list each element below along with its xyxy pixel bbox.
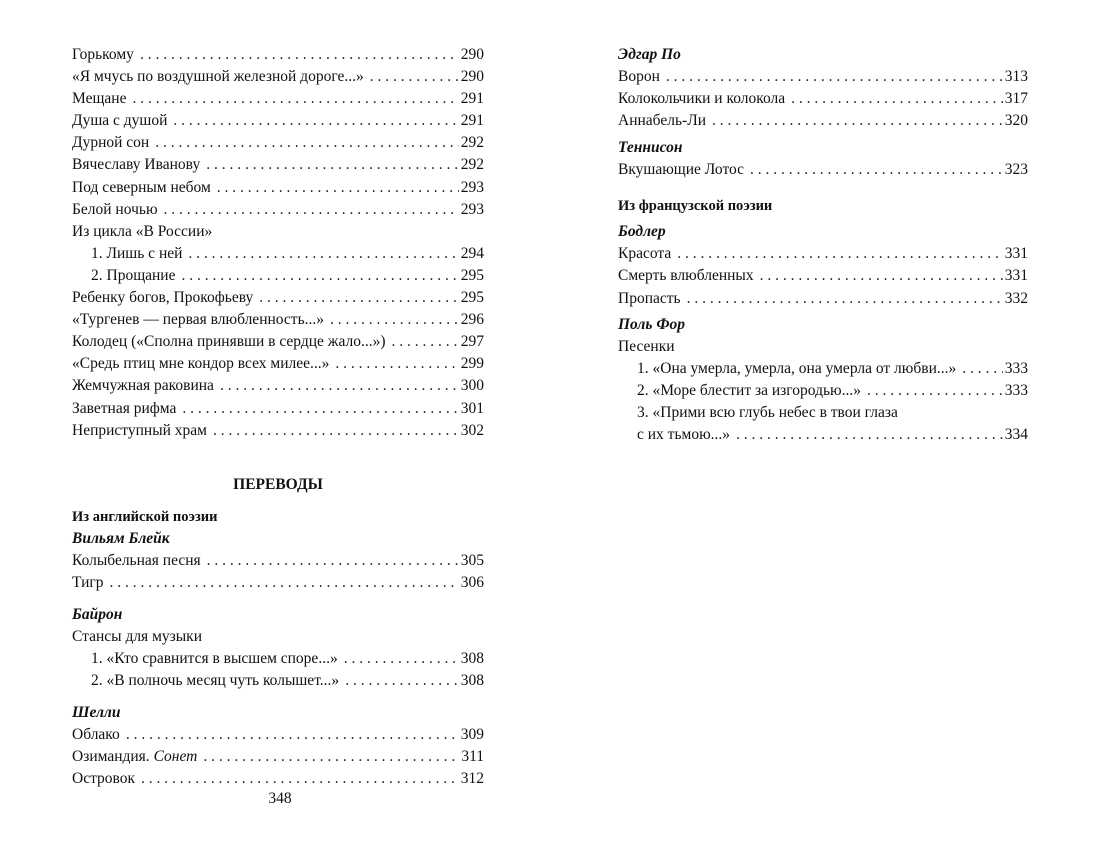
leader-dots: [370, 66, 459, 88]
toc-entry: [72, 375, 484, 397]
entry-title: «Средь птиц мне кондор всех милее...»: [72, 355, 330, 373]
left-page: [72, 44, 484, 790]
entry-page: 299: [460, 355, 484, 373]
section-title: ПЕРЕВОДЫ: [233, 475, 323, 493]
toc-entry: [618, 159, 1028, 181]
entry-title: Пропасть: [618, 289, 681, 307]
entry-title: Тигр: [72, 573, 104, 591]
toc-group-2: [72, 287, 484, 442]
leader-dots: [760, 265, 1003, 287]
author-heading: Шелли: [72, 704, 121, 722]
toc-entry: [72, 648, 484, 670]
entry-title: 2. «Море блестит за изгородью...»: [637, 381, 861, 399]
entry-title: Колокольчики и колокола: [618, 90, 786, 108]
toc-entry: [72, 66, 484, 88]
toc-entry: [618, 424, 1028, 446]
entry-page: 334: [1004, 426, 1028, 444]
leader-dots: [330, 309, 459, 331]
entry-title: Ворон: [618, 68, 660, 85]
entry-page: 295: [460, 266, 484, 284]
leader-dots: [791, 88, 1003, 110]
entry-page: 331: [1004, 267, 1028, 285]
leader-dots: [220, 375, 459, 397]
toc-entry: [72, 110, 484, 132]
toc-entry: [72, 199, 484, 221]
entry-page: 290: [460, 68, 484, 86]
entry-title: Горькому: [72, 46, 134, 63]
entry-title: 1. «Она умерла, умерла, она умерла от любви...»: [637, 359, 957, 377]
toc-entry: [72, 724, 484, 746]
leader-dots: [181, 265, 458, 287]
subsection-heading: Из французской поэзии: [618, 198, 773, 215]
entry-page: 323: [1004, 161, 1028, 179]
leader-dots: [962, 358, 1003, 380]
leader-dots: [666, 66, 1003, 88]
entry-page: 293: [460, 200, 484, 218]
entry-title: Ребенку богов, Прокофьеву: [72, 289, 254, 307]
entry-page: 291: [460, 90, 484, 108]
entry-title: «Я мчусь по воздушной железной дороге...»: [72, 68, 364, 86]
toc-entry: [72, 398, 484, 420]
leader-dots: [164, 199, 459, 221]
entry-page: 300: [460, 377, 484, 395]
toc-entry: [618, 265, 1028, 287]
toc-entry: [72, 243, 484, 265]
entry-page: 293: [460, 178, 484, 196]
entry-page: 301: [460, 399, 484, 417]
entry-title-line: 3. «Прими всю глубь небес в твои глаза: [637, 403, 898, 421]
entry-title: Под северным небом: [72, 178, 211, 196]
entry-page: 292: [460, 134, 484, 152]
toc-entry: [72, 287, 484, 309]
toc-entry: [618, 243, 1028, 265]
author-heading: Байрон: [72, 605, 123, 623]
entry-title: «Тургенев — первая влюбленность...»: [72, 311, 325, 329]
entry-title: Вкушающие Лотос: [618, 161, 745, 179]
entry-page: 295: [460, 289, 484, 307]
entry-page: 305: [460, 551, 484, 569]
leader-dots: [206, 154, 459, 176]
leader-dots: [213, 420, 459, 442]
entry-page: 294: [460, 244, 484, 262]
entry-page: 291: [460, 112, 484, 130]
entry-page: 308: [460, 672, 484, 690]
toc-entry: [72, 550, 484, 572]
leader-dots: [182, 398, 458, 420]
entry-page: 302: [460, 421, 484, 439]
entry-title: 2. «В полночь месяц чуть колышет...»: [91, 672, 340, 690]
leader-dots: [203, 746, 459, 768]
entry-page: 308: [460, 649, 484, 667]
toc-entry: [72, 768, 484, 790]
toc-group-1: [72, 44, 484, 221]
entry-title: с их тьмою...»: [637, 426, 731, 444]
cycle-title: Стансы для музыки: [72, 627, 202, 645]
entry-title: Аннабель-Ли: [618, 112, 706, 130]
entry-title: Смерть влюбленных: [618, 267, 754, 285]
author-heading: Эдгар По: [618, 46, 681, 63]
toc-entry: [72, 746, 484, 768]
toc-entry: [618, 110, 1028, 132]
toc-entry: [618, 288, 1028, 310]
leader-dots: [259, 287, 459, 309]
cycle-title: Из цикла «В России»: [72, 222, 213, 240]
leader-dots: [736, 424, 1003, 446]
toc-entry: [72, 331, 484, 353]
toc-entry: [72, 353, 484, 375]
subsection-heading: Из английской поэзии: [72, 508, 218, 525]
toc-entry: [72, 309, 484, 331]
author-heading: Поль Фор: [618, 315, 686, 333]
entry-page: 333: [1004, 359, 1028, 377]
leader-dots: [335, 353, 458, 375]
toc-entry: [72, 265, 484, 287]
leader-dots: [687, 288, 1003, 310]
entry-title: Озимандия. Сонет: [72, 748, 198, 766]
leader-dots: [750, 159, 1003, 181]
leader-dots: [207, 550, 459, 572]
author-heading: Теннисон: [618, 139, 683, 157]
entry-page: 313: [1004, 68, 1028, 85]
entry-title: Островок: [72, 770, 136, 788]
toc-entry: [618, 88, 1028, 110]
entry-title: Мещане: [72, 90, 127, 108]
entry-title: Неприступный храм: [72, 421, 207, 439]
toc-entry: [72, 44, 484, 66]
leader-dots: [132, 88, 458, 110]
leader-dots: [345, 670, 459, 692]
leader-dots: [126, 724, 459, 746]
cycle-title: Песенки: [618, 337, 675, 355]
toc-entry: [618, 358, 1028, 380]
entry-title: Колыбельная песня: [72, 551, 201, 569]
entry-page: 317: [1004, 90, 1028, 108]
toc-entry: [72, 177, 484, 199]
entry-title: Красота: [618, 245, 672, 263]
leader-dots: [155, 132, 459, 154]
leader-dots: [392, 331, 459, 353]
entry-title: Белой ночью: [72, 200, 158, 218]
entry-genre: Сонет: [153, 748, 198, 766]
entry-page: 290: [460, 46, 484, 63]
toc-entry: [72, 154, 484, 176]
entry-title: Дурной сон: [72, 134, 150, 152]
entry-page: 311: [461, 748, 484, 766]
toc-entry: [618, 66, 1028, 88]
toc-entry: [72, 572, 484, 594]
leader-dots: [677, 243, 1003, 265]
leader-dots: [109, 572, 458, 594]
right-page: [618, 44, 1028, 446]
leader-dots: [867, 380, 1003, 402]
leader-dots: [344, 648, 459, 670]
entry-title: 1. Лишь с ней: [91, 244, 183, 262]
entry-page: 296: [460, 311, 484, 329]
entry-title: Колодец («Сполна принявши в сердце жало...»): [72, 333, 386, 351]
leader-dots: [188, 243, 458, 265]
author-heading: Бодлер: [618, 223, 666, 241]
leader-dots: [173, 110, 458, 132]
toc-entry: [72, 670, 484, 692]
page-number: 348: [268, 790, 292, 807]
toc-entry: [72, 132, 484, 154]
toc-entry: [618, 380, 1028, 402]
entry-title: 2. Прощание: [91, 266, 176, 284]
entry-title: Вячеславу Иванову: [72, 156, 201, 174]
toc-entry: [72, 88, 484, 110]
entry-page: 309: [460, 726, 484, 744]
entry-page: 331: [1004, 245, 1028, 263]
leader-dots: [141, 768, 459, 790]
entry-page: 320: [1004, 112, 1028, 130]
entry-page: 297: [460, 333, 484, 351]
entry-title: Облако: [72, 726, 120, 744]
entry-page: 306: [460, 573, 484, 591]
leader-dots: [712, 110, 1003, 132]
toc-entry: [72, 420, 484, 442]
entry-page: 332: [1004, 289, 1028, 307]
leader-dots: [217, 177, 459, 199]
entry-title: Заветная рифма: [72, 399, 177, 417]
entry-title: Душа с душой: [72, 112, 168, 130]
entry-title: 1. «Кто сравнится в высшем споре...»: [91, 649, 338, 667]
leader-dots: [140, 44, 459, 66]
entry-page: 333: [1004, 381, 1028, 399]
entry-title: Жемчужная раковина: [72, 377, 214, 395]
entry-page: 292: [460, 156, 484, 174]
entry-page: 312: [460, 770, 484, 788]
author-heading: Вильям Блейк: [72, 529, 170, 547]
